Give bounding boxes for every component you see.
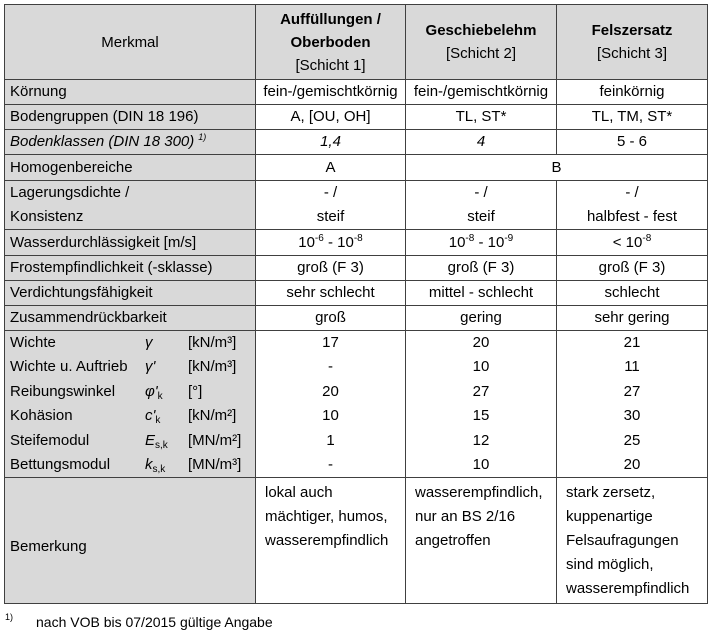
param-symbol-base: γ' <box>145 358 156 375</box>
value-exponent: -8 <box>353 232 363 244</box>
label-lagerungsdichte <box>5 181 256 230</box>
param-row-bettungsmodul <box>5 453 708 478</box>
param-value-schicht-2: 27 <box>406 380 557 404</box>
value-frost-schicht-2: groß (F 3) <box>406 256 557 281</box>
param-value-schicht-1: 1 <box>256 429 406 453</box>
label-lagerungsdichte-line-2: Konsistenz <box>10 208 84 225</box>
row-bemerkung <box>5 478 708 604</box>
value-exponent: -8 <box>465 232 475 244</box>
header-schicht-1 <box>256 5 406 80</box>
param-value-schicht-3: 30 <box>557 404 708 429</box>
param-symbol <box>145 431 188 451</box>
header-schicht-3-title: Felszersatz <box>591 22 673 39</box>
value-exponent: -6 <box>314 232 324 244</box>
value-line-2: steif <box>316 208 345 225</box>
value-wasserdurchlaessigkeit-schicht-3 <box>557 230 708 256</box>
param-row-wichte-auftrieb <box>5 355 708 380</box>
value-exponent: -8 <box>642 232 652 244</box>
param-symbol <box>145 333 188 353</box>
param-name: Bettungsmodul <box>10 455 111 473</box>
param-value-schicht-2: 20 <box>406 331 557 355</box>
value-zusammendrueck-schicht-1: groß <box>256 306 406 331</box>
param-symbol-subscript: s,k <box>152 463 166 475</box>
param-label-kohaesion <box>5 404 256 429</box>
remark-line: angetroffen <box>415 532 491 549</box>
param-unit: [kN/m³] <box>188 333 237 351</box>
param-value-schicht-1: 20 <box>256 380 406 404</box>
value-frost-schicht-1: groß (F 3) <box>256 256 406 281</box>
remark-line: lokal auch <box>265 484 333 501</box>
value-wasserdurchlaessigkeit-schicht-1 <box>256 230 406 256</box>
param-label-wichte <box>5 331 256 355</box>
remark-schicht-2 <box>406 478 557 604</box>
param-value-schicht-2: 12 <box>406 429 557 453</box>
header-schicht-1-title: Auffüllungen / Oberboden <box>280 10 381 51</box>
row-verdichtungsfaehigkeit <box>5 281 708 306</box>
value-line-1: - / <box>625 184 639 201</box>
label-homogenbereiche: Homogenbereiche <box>5 155 256 181</box>
param-symbol-subscript: k <box>157 390 163 402</box>
remark-line: mächtiger, humos, <box>265 508 388 525</box>
footnote-reference: 1) <box>198 132 207 142</box>
header-schicht-2-layer: [Schicht 2] <box>445 45 517 62</box>
value-verdichtung-schicht-1: sehr schlecht <box>256 281 406 306</box>
param-name: Wichte u. Auftrieb <box>10 358 128 375</box>
param-unit: [MN/m³] <box>188 455 242 473</box>
value-homogenbereich-schicht-1: A <box>256 155 406 181</box>
row-wasserdurchlaessigkeit <box>5 230 708 256</box>
row-bodengruppen <box>5 105 708 130</box>
param-symbol-base: k <box>145 455 153 473</box>
label-bemerkung: Bemerkung <box>5 478 256 604</box>
header-schicht-3-layer: [Schicht 3] <box>596 45 668 62</box>
param-symbol <box>145 357 188 377</box>
param-name: Kohäsion <box>10 407 73 424</box>
footnote-text: nach VOB bis 07/2015 gültige Angabe <box>36 614 273 630</box>
param-value-schicht-2: 10 <box>406 355 557 380</box>
soil-properties-table <box>4 4 708 604</box>
param-label-bettungsmodul <box>5 453 256 478</box>
value-line-2: halbfest - fest <box>586 208 678 225</box>
header-merkmal: Merkmal <box>5 5 256 80</box>
value-koernung-schicht-1: fein-/gemischtkörnig <box>256 80 406 105</box>
param-row-reibungswinkel <box>5 380 708 404</box>
param-symbol-base: γ <box>145 333 153 351</box>
value-base: 10 <box>298 233 315 251</box>
param-value-schicht-3: 11 <box>557 355 708 380</box>
row-bodenklassen <box>5 130 708 155</box>
row-homogenbereiche <box>5 155 708 181</box>
value-bodenklassen-schicht-2: 4 <box>406 130 557 155</box>
label-wasserdurchlaessigkeit: Wasserdurchlässigkeit [m/s] <box>5 230 256 256</box>
label-zusammendrueckbarkeit: Zusammendrückbarkeit <box>5 306 256 331</box>
param-symbol <box>145 382 188 402</box>
value-line-1: - / <box>323 184 338 201</box>
header-schicht-2 <box>406 5 557 80</box>
value-lagerungsdichte-schicht-3 <box>557 181 708 230</box>
value-frost-schicht-3: groß (F 3) <box>557 256 708 281</box>
row-lagerungsdichte <box>5 181 708 230</box>
param-label-wichte-auftrieb <box>5 355 256 380</box>
param-name: Steifemodul <box>10 431 90 449</box>
value-bodengruppen-schicht-3: TL, TM, ST* <box>557 105 708 130</box>
param-value-schicht-3: 25 <box>557 429 708 453</box>
value-koernung-schicht-2: fein-/gemischtkörnig <box>406 80 557 105</box>
value-base: - 10 <box>323 233 354 251</box>
param-symbol-subscript: k <box>155 415 161 426</box>
param-symbol-base: E <box>145 431 156 449</box>
param-value-schicht-1: - <box>256 453 406 478</box>
param-value-schicht-3: 20 <box>557 453 708 478</box>
value-wasserdurchlaessigkeit-schicht-2 <box>406 230 557 256</box>
value-homogenbereich-schicht-2-3: B <box>406 155 708 181</box>
param-label-steifemodul <box>5 429 256 453</box>
value-bodengruppen-schicht-1: A, [OU, OH] <box>256 105 406 130</box>
param-unit: [kN/m³] <box>188 358 237 375</box>
param-row-kohaesion <box>5 404 708 429</box>
value-base: 10 <box>448 233 466 251</box>
param-symbol-subscript: s,k <box>155 439 168 451</box>
param-name: Reibungswinkel <box>10 382 116 400</box>
value-verdichtung-schicht-2: mittel - schlecht <box>406 281 557 306</box>
label-lagerungsdichte-line-1: Lagerungsdichte / <box>10 184 130 201</box>
param-symbol-base: c' <box>145 407 156 424</box>
value-base: - 10 <box>474 233 505 251</box>
remark-line: wasserempfindlich <box>566 580 690 597</box>
param-symbol <box>145 406 188 426</box>
remark-line: sind möglich, <box>566 556 654 573</box>
param-value-schicht-2: 10 <box>406 453 557 478</box>
remark-schicht-3 <box>557 478 708 604</box>
header-schicht-2-title: Geschiebelehm <box>425 22 537 39</box>
label-bodengruppen: Bodengruppen (DIN 18 196) <box>5 105 256 130</box>
value-line-2: steif <box>467 208 495 225</box>
value-exponent: -9 <box>504 232 514 244</box>
label-bodenklassen <box>5 130 256 155</box>
label-frostempfindlichkeit: Frostempfindlichkeit (-sklasse) <box>5 256 256 281</box>
value-bodengruppen-schicht-2: TL, ST* <box>406 105 557 130</box>
param-unit: [°] <box>188 382 203 400</box>
value-base: < 10 <box>612 233 643 251</box>
value-zusammendrueck-schicht-2: gering <box>406 306 557 331</box>
remark-line: Felsaufragungen <box>566 532 679 549</box>
param-value-schicht-1: 17 <box>256 331 406 355</box>
row-zusammendrueckbarkeit <box>5 306 708 331</box>
label-koernung: Körnung <box>5 80 256 105</box>
remark-line: stark zersetz, <box>566 484 656 501</box>
param-value-schicht-3: 21 <box>557 331 708 355</box>
param-unit: [kN/m²] <box>188 407 237 424</box>
param-name: Wichte <box>10 333 56 351</box>
value-lagerungsdichte-schicht-2 <box>406 181 557 230</box>
remark-line: wasserempfindlich <box>265 532 389 549</box>
label-bodenklassen-text: Bodenklassen (DIN 18 300) <box>10 133 195 150</box>
param-unit: [MN/m²] <box>188 431 242 449</box>
param-value-schicht-1: 10 <box>256 404 406 429</box>
header-schicht-3 <box>557 5 708 80</box>
remark-line: nur an BS 2/16 <box>415 508 516 525</box>
param-value-schicht-2: 15 <box>406 404 557 429</box>
value-bodenklassen-schicht-1: 1,4 <box>256 130 406 155</box>
header-row <box>5 5 708 80</box>
value-koernung-schicht-3: feinkörnig <box>557 80 708 105</box>
row-koernung <box>5 80 708 105</box>
header-schicht-1-layer: [Schicht 1] <box>295 56 366 74</box>
value-verdichtung-schicht-3: schlecht <box>557 281 708 306</box>
value-lagerungsdichte-schicht-1 <box>256 181 406 230</box>
remark-line: kuppenartige <box>566 508 653 525</box>
remark-line: wasserempfindlich, <box>415 484 543 501</box>
value-line-1: - / <box>474 184 488 201</box>
label-verdichtungsfaehigkeit: Verdichtungsfähigkeit <box>5 281 256 306</box>
value-bodenklassen-schicht-3: 5 - 6 <box>557 130 708 155</box>
param-value-schicht-3: 27 <box>557 380 708 404</box>
param-value-schicht-1: - <box>256 355 406 380</box>
param-row-wichte <box>5 331 708 355</box>
row-frostempfindlichkeit <box>5 256 708 281</box>
param-symbol-base: φ' <box>145 382 158 400</box>
footnote: 1) nach VOB bis 07/2015 gültige Angabe <box>5 612 273 630</box>
param-symbol <box>145 455 188 475</box>
param-row-steifemodul <box>5 429 708 453</box>
remark-schicht-1 <box>256 478 406 604</box>
param-label-reibungswinkel <box>5 380 256 404</box>
value-zusammendrueck-schicht-3: sehr gering <box>557 306 708 331</box>
